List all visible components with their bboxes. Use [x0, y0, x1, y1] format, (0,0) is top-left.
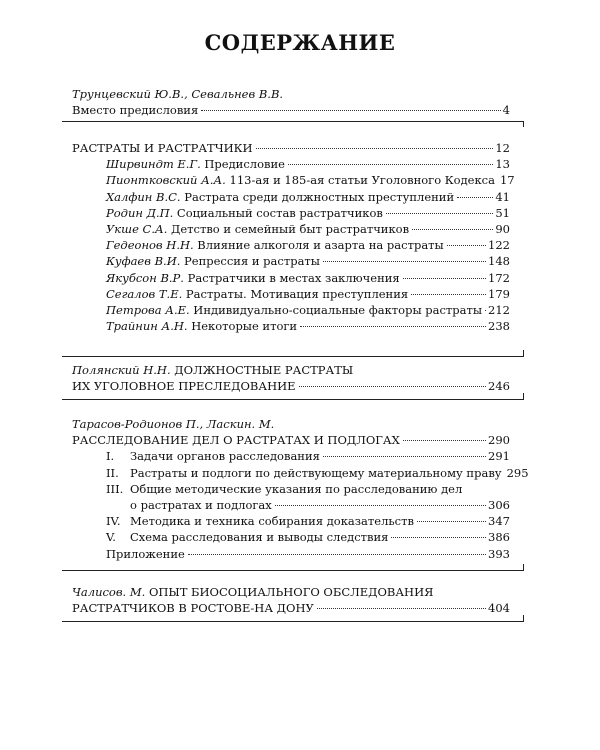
- entry-page: 90: [495, 222, 510, 237]
- entry-author: Родин Д.П.: [106, 205, 174, 220]
- entry-number: V.: [106, 530, 116, 545]
- toc-entry-part3-item[interactable]: [72, 529, 510, 545]
- entry-page: 291: [488, 449, 510, 464]
- dot-leader: [391, 537, 486, 538]
- entry-title: [106, 318, 297, 334]
- part2-author: Полянский Н.Н.: [72, 363, 171, 377]
- entry-page: 51: [495, 205, 510, 220]
- entry-title-text: Влияние алкоголя и азарта на растраты: [193, 238, 444, 253]
- entry-title: [106, 189, 454, 205]
- entry-title: [106, 237, 444, 253]
- toc-entry-part3-item[interactable]: [72, 497, 510, 513]
- entry-title-text: Схема расследования и выводы следствия: [130, 530, 389, 545]
- entry-page: 306: [488, 498, 510, 513]
- toc-entry-part1-item[interactable]: [72, 205, 510, 221]
- dot-leader: [485, 310, 486, 311]
- entry-author: Пионтковский А.А.: [106, 173, 226, 188]
- toc-entry-part1-item[interactable]: [72, 318, 510, 334]
- toc-entry-part1-item[interactable]: [72, 189, 510, 205]
- toc-entry-appendix[interactable]: [72, 546, 510, 562]
- toc-entry-part1-item[interactable]: [72, 286, 510, 302]
- toc-entry-part3[interactable]: [72, 432, 510, 448]
- separator-line: [62, 121, 524, 122]
- dot-leader: [412, 229, 493, 230]
- part4-author: Чалисов. М.: [72, 585, 146, 599]
- entry-author: Халфин В.С.: [106, 189, 181, 204]
- entry-page: 148: [488, 254, 510, 269]
- entry-page: 290: [488, 433, 510, 448]
- dot-leader: [403, 278, 486, 279]
- part2-heading: [72, 362, 510, 378]
- entry-title-text: Общие методические указания по расследованию дел: [130, 481, 463, 496]
- entry-title-text: Задачи органов расследования: [130, 449, 320, 464]
- dot-leader: [447, 245, 486, 246]
- dot-leader: [275, 505, 486, 506]
- dot-leader: [201, 110, 500, 111]
- entry-title-text: Индивидуально-социальные факторы растраты: [189, 303, 483, 318]
- entry-page: 295: [506, 465, 529, 480]
- part4-heading: [72, 584, 510, 600]
- entry-page: 246: [488, 379, 510, 394]
- entry-title: [106, 172, 495, 188]
- entry-title-text: Растрата среди должностных преступлений: [180, 189, 455, 204]
- entry-title: [106, 253, 320, 269]
- entry-author: Трайнин А.Н.: [106, 319, 188, 334]
- toc-part1: [72, 140, 515, 334]
- entry-number: III.: [106, 481, 124, 496]
- entry-title: РАСТРАТЧИКОВ В РОСТОВЕ-НА ДОНУ: [72, 601, 314, 616]
- entry-title: РАСТРАТЫ И РАСТРАТЧИКИ: [72, 141, 253, 155]
- entry-title: [130, 497, 272, 513]
- entry-title-text: Растраты и подлоги по действующему материальному праву: [130, 465, 502, 480]
- toc-part3: [72, 416, 529, 562]
- toc-entry-part3-item[interactable]: [72, 465, 529, 481]
- dot-leader: [417, 521, 486, 522]
- part2-title-line1: ДОЛЖНОСТНЫЕ РАСТРАТЫ: [174, 363, 354, 377]
- dot-leader: [323, 261, 486, 262]
- entry-page: 393: [488, 546, 510, 561]
- entry-page: 172: [488, 270, 510, 285]
- toc-part2: [72, 362, 510, 394]
- entry-author: Якубсон В.Р.: [106, 270, 184, 285]
- entry-title: [106, 513, 414, 529]
- toc-entry-part1-item[interactable]: [72, 302, 510, 318]
- entry-page: 212: [488, 303, 510, 318]
- entry-title-text: Методика и техника собирания доказательств: [130, 514, 414, 529]
- toc-entry-part1-item[interactable]: [72, 221, 510, 237]
- part3-authors: Тарасов-Родионов П., Ласкин. М.: [72, 417, 275, 431]
- entry-page: 4: [502, 103, 510, 118]
- dot-leader: [188, 554, 486, 555]
- entry-author: Укше С.А.: [106, 222, 168, 237]
- entry-page: 386: [488, 530, 510, 545]
- entry-title: [106, 465, 502, 481]
- dot-leader: [256, 148, 494, 149]
- toc-entry-part3-item-line1[interactable]: [72, 481, 510, 497]
- dot-leader: [323, 456, 486, 457]
- separator-tick: [523, 350, 524, 356]
- dot-leader: [386, 213, 493, 214]
- entry-page: 179: [488, 286, 510, 301]
- entry-title-text: Детство и семейный быт растратчиков: [167, 222, 410, 237]
- entry-author: Ширвиндт Е.Г.: [106, 157, 201, 172]
- entry-title: [106, 529, 388, 545]
- dot-leader: [288, 164, 493, 165]
- toc-entry-part3-item[interactable]: [72, 513, 510, 529]
- entry-page: 238: [488, 319, 510, 334]
- entry-title: ИХ УГОЛОВНОЕ ПРЕСЛЕДОВАНИЕ: [72, 379, 296, 394]
- separator-tick: [523, 564, 524, 570]
- toc-entry-part1-item[interactable]: [72, 156, 510, 172]
- toc-part4: [72, 584, 510, 616]
- toc-entry-intro[interactable]: [72, 102, 510, 118]
- entry-title: [106, 205, 383, 221]
- entry-title: [106, 221, 409, 237]
- dot-leader: [317, 608, 486, 609]
- entry-author: Петрова А.Е.: [106, 303, 190, 318]
- toc-entry-part1-item[interactable]: [72, 270, 510, 286]
- entry-page: 122: [488, 238, 510, 253]
- toc-entry-part4[interactable]: [72, 600, 510, 616]
- dot-leader: [457, 197, 493, 198]
- toc-entry-part1-item[interactable]: [72, 172, 515, 188]
- toc-entry-part1-item[interactable]: [72, 237, 510, 253]
- separator-line: [62, 356, 524, 357]
- separator-tick: [523, 393, 524, 399]
- entry-title: Вместо предисловия: [72, 103, 199, 118]
- dot-leader: [411, 294, 486, 295]
- entry-number: I.: [106, 449, 115, 464]
- toc-entry-part3-item[interactable]: [72, 448, 510, 464]
- entry-author: Гедеонов Н.Н.: [106, 238, 194, 253]
- entry-page: 17: [499, 173, 515, 188]
- entry-title-text: Некоторые итоги: [187, 319, 298, 334]
- separator-line: [62, 621, 524, 622]
- entry-author: Сегалов Т.Е.: [106, 286, 183, 301]
- entry-number: IV.: [106, 514, 121, 529]
- entry-title-text: 113-ая и 185-ая статьи Уголовного Кодекса: [225, 173, 495, 188]
- entry-page: 404: [488, 601, 510, 616]
- dot-leader: [300, 326, 486, 327]
- entry-title-text: Растраты. Мотивация преступления: [182, 286, 409, 301]
- entry-title: [106, 286, 408, 302]
- toc-entry-part2[interactable]: [72, 378, 510, 394]
- separator-tick: [523, 121, 524, 127]
- entry-title: [106, 270, 400, 286]
- entry-title: Приложение: [106, 546, 185, 561]
- separator-line: [62, 399, 524, 400]
- entry-author: Куфаев В.И.: [106, 254, 181, 269]
- dot-leader: [403, 440, 486, 441]
- intro-authors: Трунцевский Ю.В., Севальнев В.В.: [72, 87, 284, 101]
- dot-leader: [299, 386, 486, 387]
- toc-entry-part1[interactable]: [72, 140, 510, 156]
- separator-line: [62, 570, 524, 571]
- toc-entry-part1-item[interactable]: [72, 253, 510, 269]
- entry-title-text: Растратчики в местах заключения: [183, 270, 400, 285]
- entry-page: 347: [488, 514, 510, 529]
- entry-title: [106, 302, 482, 318]
- entry-title-text: Репрессия и растраты: [180, 254, 320, 269]
- entry-page: 12: [495, 141, 510, 155]
- entry-page: 13: [495, 157, 510, 172]
- entry-title: [106, 156, 285, 172]
- entry-title-text: Социальный состав растратчиков: [173, 205, 383, 220]
- part4-title-line1: ОПЫТ БИОСОЦИАЛЬНОГО ОБСЛЕДОВАНИЯ: [148, 585, 434, 599]
- page-title: СОДЕРЖАНИЕ: [204, 30, 396, 55]
- toc-intro: [72, 86, 510, 118]
- entry-title: РАССЛЕДОВАНИЕ ДЕЛ О РАСТРАТАХ И ПОДЛОГАХ: [72, 433, 400, 448]
- entry-number: II.: [106, 465, 119, 480]
- entry-title-text: Предисловие: [200, 157, 285, 172]
- separator-tick: [523, 615, 524, 621]
- entry-page: 41: [495, 189, 510, 204]
- entry-title: [106, 448, 320, 464]
- entry-title-cont: о растратах и подлогах: [130, 498, 272, 513]
